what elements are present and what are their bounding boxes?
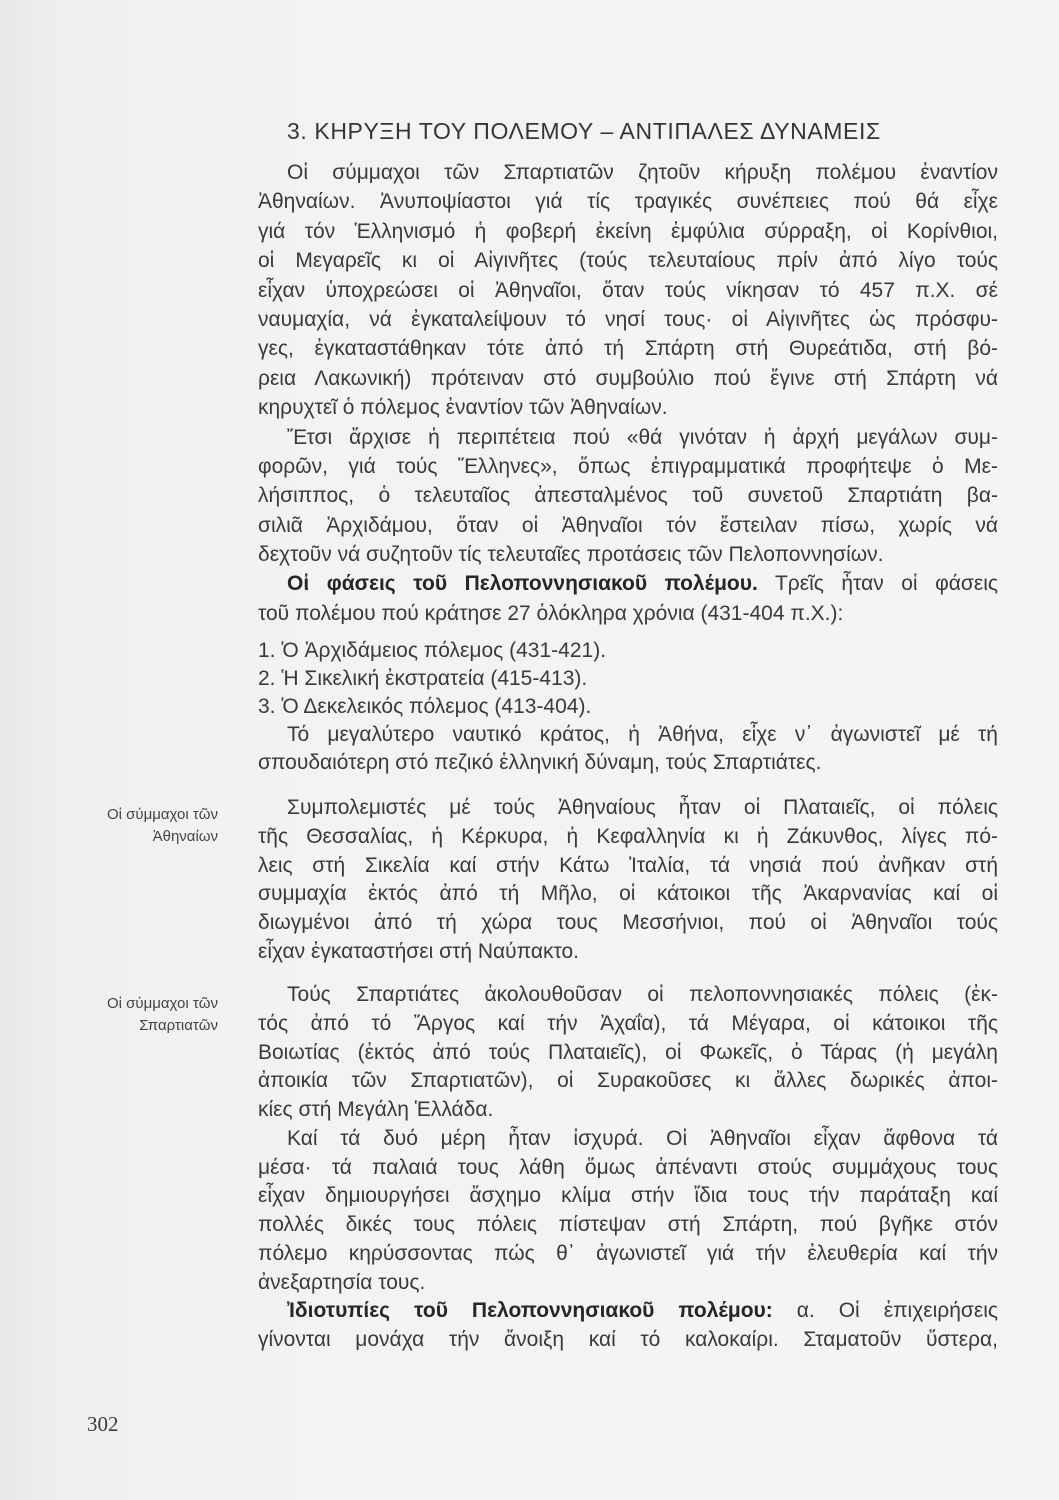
paragraph	[258, 1125, 998, 1298]
margin-note-line: Οἱ σύμμαχοι τῶν	[106, 995, 218, 1012]
text-line: συμμαχία ἐκτός ἀπό τή Μῆλο, οἱ κάτοικοι τῆς Ἀκαρνανίας καί οἱ	[258, 882, 998, 906]
text-block	[258, 158, 998, 628]
text-line: γίνονται μονάχα τήν ἄνοιξη καί τό καλοκαίρι. Σταματοῦν ὕστερα,	[258, 1328, 998, 1351]
text-line: σπουδαιότερη στό πεζικό ἑλληνική δύναμη, τούς Σπαρτιάτες.	[258, 751, 822, 774]
text-block	[258, 794, 998, 967]
paragraph-lead: Ἰδιοτυπίες τοῦ Πελοποννησιακοῦ πολέμου:	[287, 1299, 773, 1323]
margin-note	[58, 993, 218, 1037]
paragraph	[258, 981, 998, 1125]
text-line: λεις στή Σικελία καί στήν Κάτω Ἰταλία, τά νησιά πού ἀνῆκαν στή	[258, 853, 998, 877]
text-line: κηρυχτεῖ ὁ πόλεμος ἐναντίον τῶν Ἀθηναίων.	[258, 396, 668, 420]
text-line: Ἀθηναίων. Ἀνυποψίαστοι γιά τίς τραγικές συνέπειες πού θά εἶχε	[258, 190, 998, 214]
text-line: Τούς Σπαρτιάτες ἀκολουθοῦσαν οἱ πελοποννησιακές πόλεις (ἐκ-	[287, 983, 998, 1006]
margin-note-line: Ἀθηναίων	[152, 828, 218, 845]
text-line: τῆς Θεσσαλίας, ἡ Κέρκυρα, ἡ Κεφαλληνία κι ἡ Ζάκυνθος, λίγες πό-	[258, 824, 998, 848]
paragraph	[258, 423, 998, 570]
text-line: Συμπολεμιστές μέ τούς Ἀθηναίους ἦταν οἱ Πλαταιεῖς, οἱ πόλεις	[287, 796, 998, 819]
text-line	[258, 569, 998, 598]
margin-note-line: Οἱ σύμμαχοι τῶν	[106, 806, 218, 823]
section-heading: 3. ΚΗΡΥΞΗ ΤΟΥ ΠΟΛΕΜΟΥ – ΑΝΤΙΠΑΛΕΣ ΔΥΝΑΜΕΙΣ	[287, 118, 881, 144]
text-line: διωγμένοι ἀπό τή χώρα τους Μεσσήνιοι, πού οἱ Ἀθηναῖοι τούς	[258, 911, 998, 935]
paragraph	[258, 158, 998, 423]
text-line: Ἔτσι ἄρχισε ἡ περιπέτεια πού «θά γινόταν ἡ ἀρχή μεγάλων συμ-	[287, 425, 998, 449]
margin-note-line: Σπαρτιατῶν	[139, 1017, 218, 1034]
paragraph-lead: Οἱ φάσεις τοῦ Πελοποννησιακοῦ πολέμου.	[287, 572, 758, 596]
text-line: ἀποικία τῶν Σπαρτιατῶν), οἱ Συρακοῦσες κι ἄλλες δωρικές ἀποι-	[258, 1069, 998, 1093]
text-line: εἶχαν ἐγκαταστήσει στή Ναύπακτο.	[258, 939, 580, 963]
text-line: εἶχαν δημιουργήσει ἄσχημο κλίμα στήν ἴδια τους τήν παράταξη καί	[258, 1184, 998, 1208]
text-line: σιλιᾶ Ἀρχιδάμου, ὅταν οἱ Ἀθηναῖοι τόν ἔστειλαν πίσω, χωρίς νά	[258, 513, 998, 537]
text-line: Τό μεγαλύτερο ναυτικό κράτος, ἡ Ἀθήνα, εἶχε ν᾿ ἀγωνιστεῖ μέ τή	[287, 723, 998, 746]
text-line: ναυμαχία, νά ἐγκαταλείψουν τό νησί τους· οἱ Αἰγινῆτες ὡς πρόσφυ-	[258, 307, 998, 331]
text-run: Τρεῖς ἦταν οἱ φάσεις	[774, 572, 998, 596]
text-line: Βοιωτίας (ἐκτός ἀπό τούς Πλαταιεῖς), οἱ Φωκεῖς, ὁ Τάρας (ἡ μεγάλη	[258, 1040, 998, 1064]
text-run: α. Οἱ ἐπιχειρήσεις	[796, 1299, 999, 1323]
text-line: εἶχαν ὑποχρεώσει οἱ Ἀθηναῖοι, ὅταν τούς νίκησαν τό 457 π.Χ. σέ	[258, 278, 998, 302]
text-line: φορῶν, γιά τούς Ἕλληνες», ὅπως ἐπιγραμματικά προφήτεψε ὁ Με-	[258, 454, 998, 478]
text-line: γες, ἐγκαταστάθηκαν τότε ἀπό τή Σπάρτη στή Θυρεάτιδα, στή βό-	[258, 337, 998, 361]
text-block	[258, 637, 998, 777]
paragraph	[258, 569, 998, 628]
text-line: ἀνεξαρτησία τους.	[258, 1270, 426, 1294]
page-number: 302	[87, 1412, 119, 1436]
text-line: Καί τά δυό μέρη ἦταν ἰσχυρά. Οἱ Ἀθηναῖοι εἶχαν ἄφθονα τά	[287, 1126, 998, 1150]
text-line: μέσα· τά παλαιά τους λάθη ὅμως ἀπέναντι στούς συμμάχους τους	[258, 1155, 998, 1179]
list-item: 1. Ὁ Ἀρχιδάμειος πόλεμος (431-421).	[258, 639, 607, 662]
text-line: δεχτοῦν νά συζητοῦν τίς τελευταῖες προτάσεις τῶν Πελοποννησίων.	[258, 543, 884, 567]
paragraph	[258, 721, 998, 777]
phases-list	[258, 637, 998, 721]
text-line: Οἱ σύμμαχοι τῶν Σπαρτιατῶν ζητοῦν κήρυξη πολέμου ἐναντίον	[287, 161, 998, 184]
margin-note	[58, 804, 218, 848]
text-line: λήσιππος, ὁ τελευταῖος ἀπεσταλμένος τοῦ συνετοῦ Σπαρτιάτη βα-	[258, 484, 998, 508]
text-line: γιά τόν Ἑλληνισμό ἡ φοβερή ἐκείνη ἐμφύλια σύρραξη, οἱ Κορίνθιοι,	[258, 219, 998, 243]
text-line: κίες στή Μεγάλη Ἑλλάδα.	[258, 1098, 494, 1121]
text-block	[258, 981, 998, 1355]
text-line	[258, 1297, 998, 1326]
text-line: τοῦ πολέμου πού κράτησε 27 ὁλόκληρα χρόνια (431-404 π.Χ.):	[258, 601, 844, 625]
text-line: πόλεμο κηρύσσοντας πώς θ᾿ ἀγωνιστεῖ γιά τήν ἐλευθερία καί τήν	[258, 1241, 998, 1265]
list-item: 2. Ἡ Σικελική ἐκστρατεία (415-413).	[258, 667, 588, 690]
text-line: ρεια Λακωνική) πρότειναν στό συμβούλιο πού ἔγινε στή Σπάρτη νά	[258, 366, 998, 390]
paragraph	[258, 794, 998, 967]
paragraph	[258, 1297, 998, 1355]
list-item: 3. Ὁ Δεκελεικός πόλεμος (413-404).	[258, 695, 592, 718]
text-line: πολλές δικές τους πόλεις πίστεψαν στή Σπάρτη, πού βγῆκε στόν	[258, 1213, 998, 1236]
text-line: οἱ Μεγαρεῖς κι οἱ Αἰγινῆτες (τούς τελευταίους πρίν ἀπό λίγο τούς	[258, 249, 998, 273]
text-line: τός ἀπό τό Ἄργος καί τήν Ἀχαΐα), τά Μέγαρα, οἱ κάτοικοι τῆς	[258, 1011, 998, 1035]
